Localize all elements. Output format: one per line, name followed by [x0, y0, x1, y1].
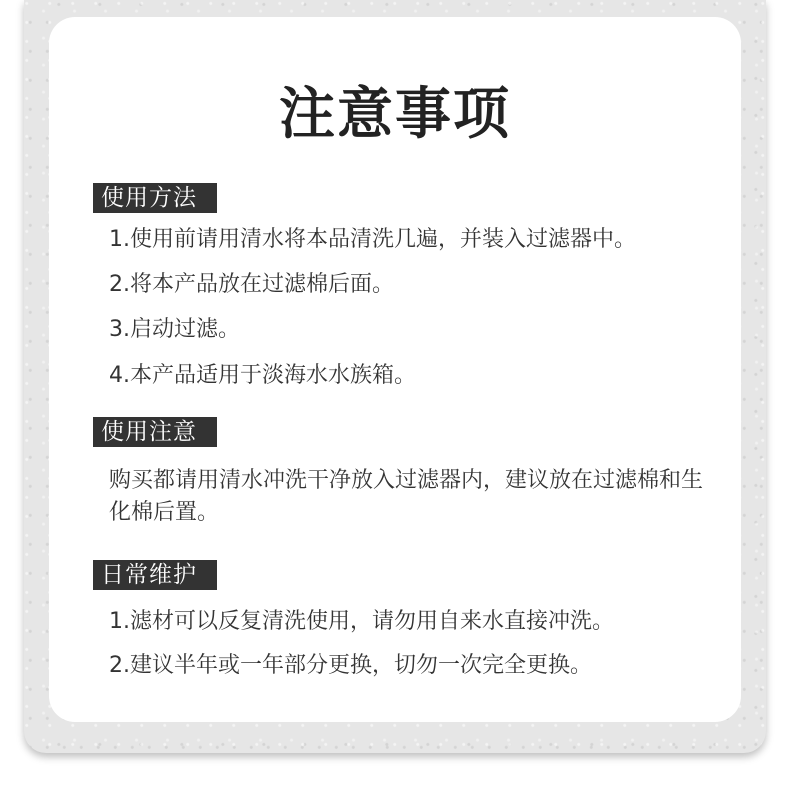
section-heading-usage: 使用方法	[93, 183, 217, 213]
maintenance-item-1: 1.滤材可以反复清洗使用，请勿用自来水直接冲洗。	[109, 609, 614, 634]
notice-card	[49, 17, 741, 722]
usage-step-2: 2.将本产品放在过滤棉后面。	[109, 272, 394, 297]
usage-step-1: 1.使用前请用清水将本品清洗几遍，并装入过滤器中。	[109, 227, 636, 252]
section-heading-caution: 使用注意	[93, 417, 217, 447]
maintenance-item-2: 2.建议半年或一年部分更换，切勿一次完全更换。	[109, 653, 592, 678]
usage-step-4: 4.本产品适用于淡海水水族箱。	[109, 363, 416, 388]
caution-paragraph: 购买都请用清水冲洗干净放入过滤器内，建议放在过滤棉和生化棉后置。	[109, 468, 704, 525]
usage-step-3: 3.启动过滤。	[109, 317, 240, 342]
section-heading-maintenance: 日常维护	[93, 560, 217, 590]
page-title: 注意事项	[279, 82, 511, 147]
